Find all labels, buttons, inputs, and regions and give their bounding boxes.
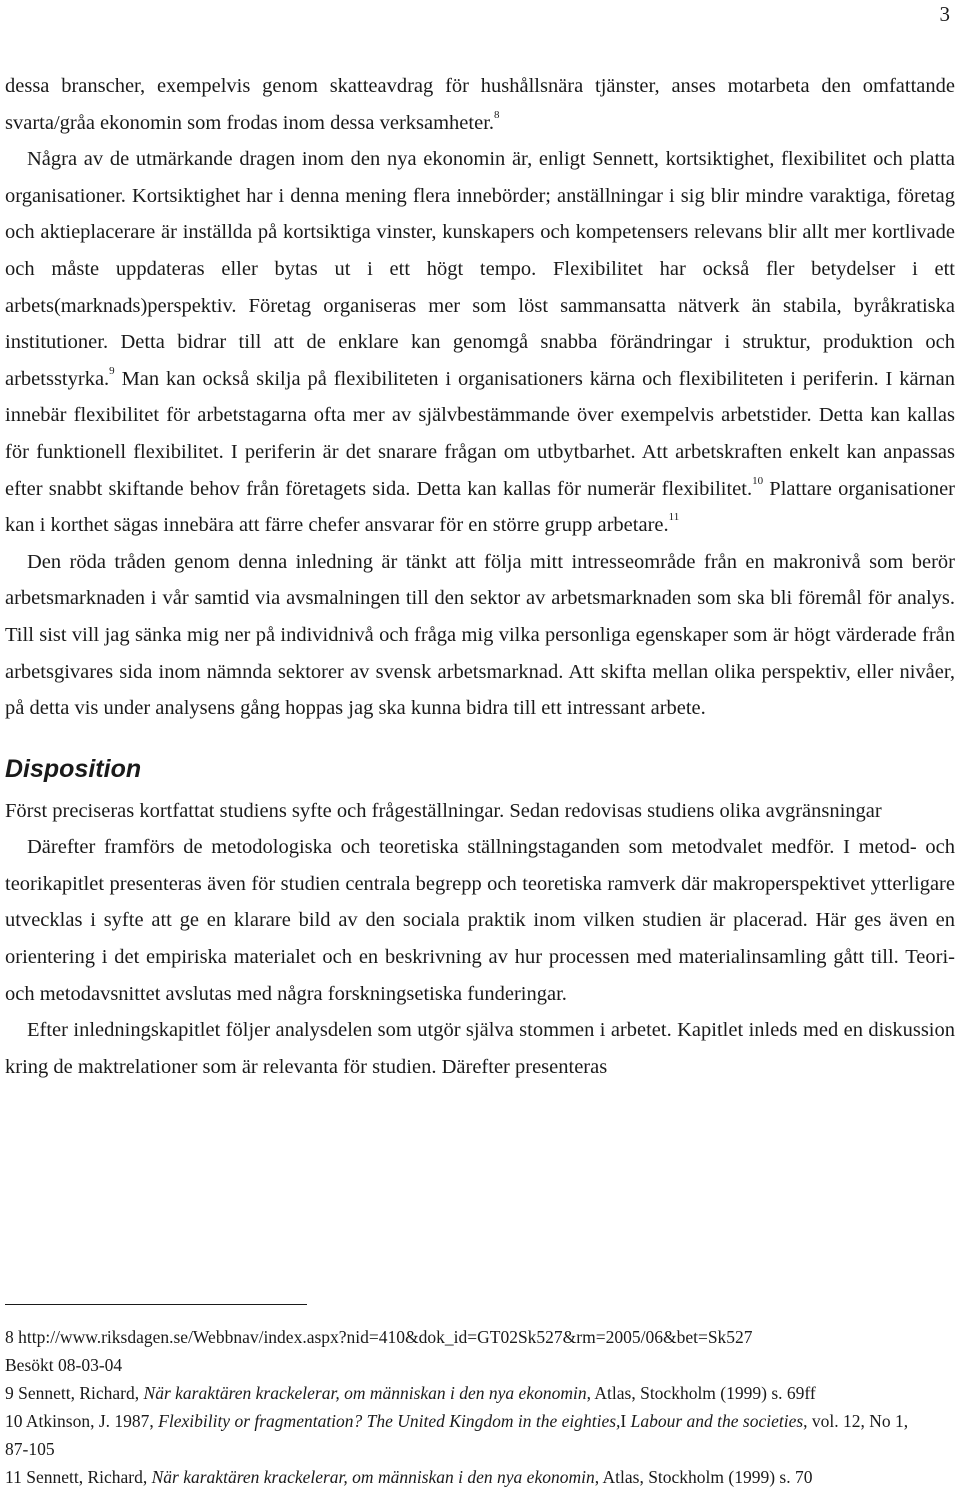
- footnote-text: 9 Sennett, Richard,: [5, 1383, 144, 1403]
- footnote-title: Labour and the societies: [630, 1411, 804, 1431]
- paragraph-3: Den röda tråden genom denna inledning är tänkt att följa mitt intresseområde från en makronivå som berör arbetsmarknaden i vår samtid via avsmalningen till den sektor av arbetsmarknaden som ska bli föremål för analys. Till sist vill jag sänka mig ner på individnivå och fråga mig vilka personliga egenskaper som är högt värderade från arbetsgivares sida inom nämnda sektorer av svensk arbetsmarknad. Att skifta mellan olika perspektiv, eller nivåer, på detta vis under analysens gång hoppas jag ska kunna bidra till ett intressant arbete.: [5, 550, 955, 720]
- disposition-paragraph-3: Efter inledningskapitlet följer analysdelen som utgör själva stommen i arbetet. Kapitlet inleds med en diskussion kring de maktrelationer som är relevanta för studien. Därefter presenteras: [5, 1019, 955, 1078]
- footnote-8-visited: Besökt 08-03-04: [5, 1355, 123, 1375]
- disposition-paragraph-2: Därefter framförs de metodologiska och teoretiska ställningstaganden som metodvalet medför. I metod- och teorikapitlet presenteras även för studien centrala begrepp och teoretiska ramverk där makroperspektivet ytterligare utvecklas i syfte att ge en klarare bild av den sociala praktik inom vilken studien är placerad. Här ges även en orientering i det empiriska materialet och en beskrivning av hur processen med materialinsamling gått till. Teori- och metodavsnittet avslutas med några forskningsetiska funderingar.: [5, 836, 955, 1005]
- paragraph-2: [5, 141, 955, 544]
- footnote-divider: [5, 1304, 307, 1305]
- footnotes: [5, 1323, 955, 1491]
- footnote-text: , Atlas, Stockholm (1999) s. 70: [594, 1467, 813, 1487]
- footnote-title: Flexibility or fragmentation? The United Kingdom in the eighties,: [158, 1411, 621, 1431]
- footnote-ref-8[interactable]: 8: [494, 108, 500, 121]
- paragraph-text: Några av de utmärkande dragen inom den nya ekonomin är, enligt Sennett, kortsiktighet, flexibilitet och platta organisationer. Kortsiktighet har i denna mening flera innebörder; anställningar i sig blir mindre varaktiga, företag och aktieplacerare är inställda på kortsiktiga vinster, kunskapers och kompetensers relevans blir allt mer kortlivade och måste uppdateras eller bytas ut i ett högt tempo. Flexibilitet har också fler betydelser i ett arbets(marknads)perspektiv. Företag organiseras mer som löst sammansatta nätverk än stabila, byråkratiska institutioner. Detta bidrar till att de enklare kan genomgå snabba förändringar i struktur, produktion och arbetsstyrka.: [5, 148, 955, 390]
- footnote-8: [5, 1323, 955, 1351]
- section-heading: Disposition: [5, 754, 142, 783]
- footnote-10-pages: 87-105: [5, 1439, 55, 1459]
- footnote-title: När karaktären krackelerar, om människan i den nya ekonomin: [151, 1467, 595, 1487]
- footnote-text: , Atlas, Stockholm (1999) s. 69ff: [586, 1383, 816, 1403]
- disposition-paragraph-1: Först preciseras kortfattat studiens syfte och frågeställningar. Sedan redovisas studiens olika avgränsningar: [5, 799, 882, 822]
- page-number: 3: [939, 2, 950, 26]
- footnote-11: [5, 1463, 955, 1491]
- footnote-ref-10[interactable]: 10: [752, 474, 764, 487]
- paragraph-text: Man kan också skilja på flexibiliteten i organisationers kärna och flexibiliteten i periferin. I kärnan innebär flexibilitet för arbetstagarna ofta mer av självbestämmande över exempelvis arbetstider. Detta kan kallas för funktionell flexibilitet. I periferin är det snarare frågan om utbytbarhet. Att arbetskraften enkelt kan anpassas efter snabbt skiftande behov från företagets sida. Detta kan kallas för numerär flexibilitet.: [5, 367, 955, 500]
- footnote-ref-11[interactable]: 11: [668, 511, 680, 524]
- footnote-text: , vol. 12, No 1,: [803, 1411, 909, 1431]
- footnote-text: 10 Atkinson, J. 1987,: [5, 1411, 159, 1431]
- footnote-10: [5, 1407, 955, 1435]
- footnote-ref-9[interactable]: 9: [109, 364, 115, 377]
- footnote-8-url[interactable]: 8 http://www.riksdagen.se/Webbnav/index.aspx?nid=410&dok_id=GT02Sk527&rm=2005/06&bet=Sk527: [5, 1327, 753, 1347]
- footnote-text: I: [620, 1411, 631, 1431]
- paragraph-1: [5, 68, 955, 141]
- footnote-text: 11 Sennett, Richard,: [5, 1467, 152, 1487]
- paragraph-text: dessa branscher, exempelvis genom skatteavdrag för hushållsnära tjänster, anses motarbeta den omfattande svarta/gråa ekonomin som frodas inom dessa verksamheter.: [5, 75, 955, 134]
- paragraph-text: Plattare organisationer kan i korthet sägas innebära att färre chefer ansvarar för en större grupp arbetare.: [5, 477, 955, 537]
- footnote-9: [5, 1379, 955, 1407]
- footnote-title: När karaktären krackelerar, om människan i den nya ekonomin: [143, 1383, 587, 1403]
- body-text: [5, 68, 955, 1085]
